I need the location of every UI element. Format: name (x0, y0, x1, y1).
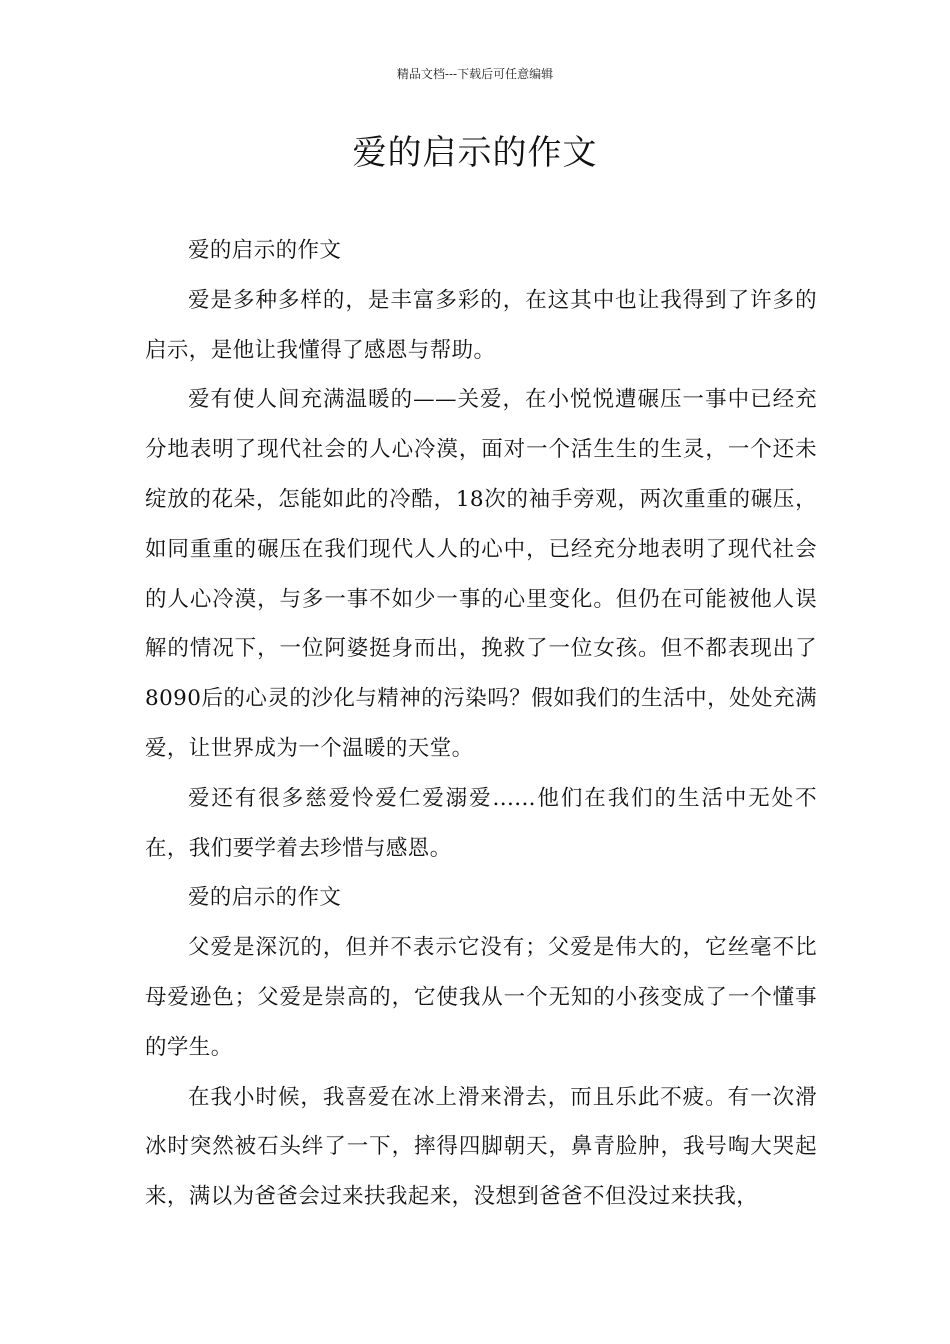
paragraph: 爱有使人间充满温暖的——关爱，在小悦悦遭碾压一事中已经充分地表明了现代社会的人心冷漠，面对一个活生生的生灵，一个还未绽放的花朵，怎能如此的冷酷，18次的袖手旁观，两次重重的碾压，如同重重的碾压在我们现代人人的心中，已经充分地表明了现代社会的人心冷漠，与多一事不如少一事的心里变化。但仍在可能被他人误解的情况下，一位阿婆挺身而出，挽救了一位女孩。但不都表现出了8090后的心灵的沙化与精神的污染吗？假如我们的生活中，处处充满爱，让世界成为一个温暖的天堂。 (145, 387, 817, 761)
paragraph: 爱还有很多慈爱怜爱仁爱溺爱......他们在我们的生活中无处不在，我们要学着去珍惜与感恩。 (145, 785, 817, 861)
header-note: 精品文档---下载后可任意编辑 (396, 67, 554, 81)
document-title: 爱的启示的作文 (352, 133, 598, 173)
paragraph: 爱的启示的作文 (188, 238, 342, 263)
paragraph: 父爱是深沉的，但并不表示它没有；父爱是伟大的，它丝毫不比母爱逊色；父爱是崇高的，它使我从一个无知的小孩变成了一个懂事的学生。 (145, 935, 817, 1060)
paragraph: 爱的启示的作文 (188, 885, 342, 911)
paragraph: 在我小时候，我喜爱在冰上滑来滑去，而且乐此不疲。有一次滑冰时突然被石头绊了一下，摔得四脚朝天，鼻青脸肿，我号啕大哭起来，满以为爸爸会过来扶我起来，没想到爸爸不但没过来扶我， (145, 1084, 817, 1210)
document-body (145, 226, 817, 1222)
paragraph: 爱是多种多样的，是丰富多彩的，在这其中也让我得到了许多的启示，是他让我懂得了感恩与帮助。 (145, 287, 817, 363)
